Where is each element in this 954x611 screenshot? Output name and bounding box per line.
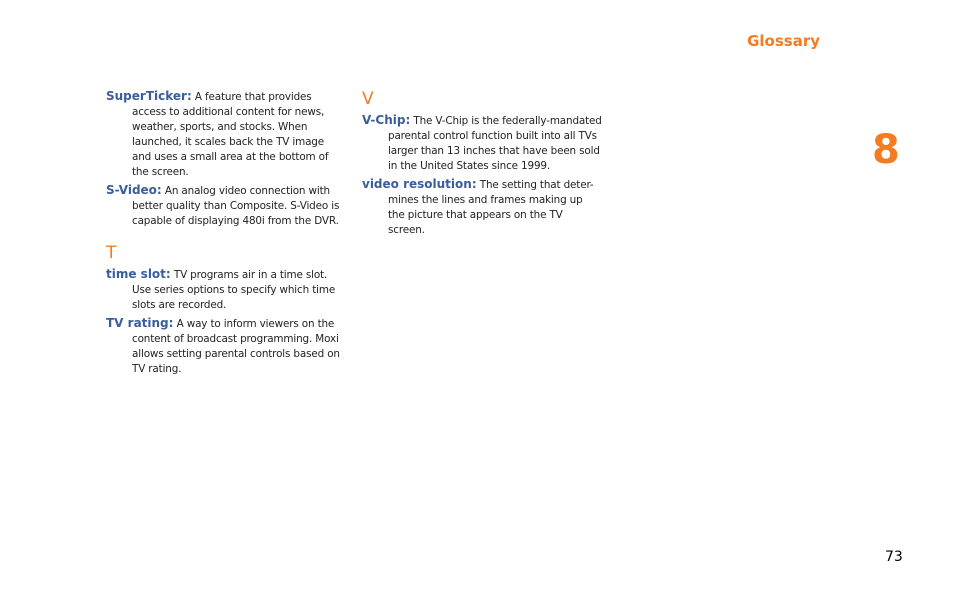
page-number: 73 [885, 549, 903, 565]
section-letter-v: V [362, 89, 374, 109]
glossary-term: video resolution: [362, 177, 477, 191]
glossary-entry-time-slot [106, 267, 346, 313]
glossary-entry-video-resolution [362, 177, 602, 238]
section-letter-t: T [106, 243, 117, 263]
glossary-definition: A way to inform viewers on the content of broadcast programming. Moxi allows setting parental controls based on TV rating. [132, 318, 340, 375]
glossary-definition: A feature that provides access to additional content for news, weather, sports, and stocks. When launched, it scales back the TV image and uses a small area at the bottom of the screen. [132, 91, 329, 178]
glossary-entry-v-chip [362, 113, 602, 174]
glossary-term: SuperTicker: [106, 89, 192, 103]
glossary-term: S-Video: [106, 183, 162, 197]
glossary-term: time slot: [106, 267, 171, 281]
glossary-entry-superticker [106, 89, 346, 180]
glossary-right-column [362, 89, 602, 241]
glossary-definition: TV programs air in a time slot. Use series options to specify which time slots are recorded. [132, 269, 336, 311]
glossary-term: TV rating: [106, 316, 174, 330]
glossary-definition: The V-Chip is the federally-mandated parental control function built into all TVs larger than 13 inches that have been sold in the United States since 1999. [388, 115, 602, 172]
glossary-definition: The setting that deter-mines the lines and frames making up the picture that appears on the TV screen. [388, 179, 594, 236]
glossary-entry-s-video [106, 183, 346, 229]
page-header-title: Glossary [747, 32, 820, 50]
glossary-term: V-Chip: [362, 113, 411, 127]
chapter-number: 8 [872, 127, 900, 173]
glossary-entry-tv-rating [106, 316, 346, 377]
glossary-left-column [106, 89, 346, 380]
glossary-definition: An analog video connection with better quality than Composite. S-Video is capable of displaying 480i from the DVR. [132, 185, 340, 227]
